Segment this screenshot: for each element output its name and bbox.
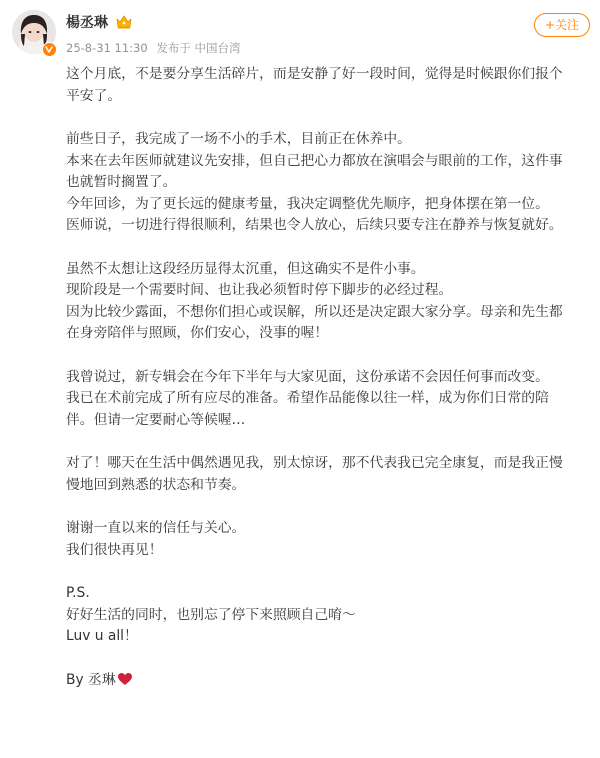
text-line: 平安了。 (66, 87, 122, 104)
text-line: 慢地回到熟悉的状态和节奏。 (66, 476, 246, 493)
text-line: 因为比较少露面，不想你们担心或误解，所以还是决定跟大家分享。母亲和先生都 (66, 303, 563, 320)
paragraph (66, 367, 594, 432)
text-line: 我们很快再见！ (66, 541, 163, 558)
post-time[interactable]: 25-8-31 11:30 (66, 41, 148, 55)
heart-icon (117, 672, 133, 686)
text-line: 谢谢一直以来的信任与关心。 (66, 520, 246, 536)
text-line: 我曾说过，新专辑会在今年下半年与大家见面，这份承诺不会因任何事而改变。 (66, 368, 549, 385)
signature-prefix: By (66, 671, 89, 688)
crown-icon (115, 14, 133, 30)
paragraph (66, 259, 594, 345)
paragraph (66, 129, 594, 237)
post-content (66, 64, 594, 691)
follow-button[interactable]: +关注 (534, 13, 590, 37)
verified-badge-icon (42, 42, 57, 57)
text-line: P.S. (66, 585, 90, 601)
text-line: 虽然不太想让这段经历显得太沉重，但这确实不是件小事。 (66, 260, 425, 277)
text-line: 这个月底，不是要分享生活碎片，而是安静了好一段时间，觉得是时候跟你们报个 (66, 66, 563, 82)
text-line: 现阶段是一个需要时间、也让我必须暂时停下脚步的必经过程。 (66, 282, 453, 298)
paragraph (66, 64, 594, 107)
paragraph (66, 453, 594, 496)
text-line: Luv u all！ (66, 628, 138, 644)
text-line: 本来在去年医师就建议先安排，但自己把心力都放在演唱会与眼前的工作，这件事 (66, 152, 563, 169)
signature-name: 丞琳 (88, 671, 116, 688)
text-line: 好好生活的同时，也别忘了停下来照顾自己唷～ (66, 606, 356, 623)
text-line: 我已在术前完成了所有应尽的准备。希望作品能像以往一样，成为你们日常的陪 (66, 390, 549, 406)
text-line: 医师说，一切进行得很顺利，结果也令人放心，后续只要专注在静养与恢复就好。 (66, 217, 563, 233)
text-line: 在身旁陪伴与照顾，你们安心，没事的喔！ (66, 325, 329, 341)
paragraph (66, 518, 594, 561)
text-line: 前些日子，我完成了一场不小的手术，目前正在休养中。 (66, 131, 411, 147)
text-line: 今年回诊，为了更长远的健康考量，我决定调整优先顺序，把身体摆在第一位。 (66, 195, 549, 212)
post-location: 发布于 中国台湾 (156, 41, 241, 55)
signature (66, 670, 594, 692)
post-meta (66, 41, 246, 55)
text-line: 伴。但请一定要耐心等候喔… (66, 411, 246, 428)
author-name[interactable]: 楊丞琳 (66, 15, 108, 31)
paragraph (66, 583, 594, 648)
text-line: 也就暂时搁置了。 (66, 174, 177, 190)
text-line: 对了！哪天在生活中偶然遇见我，别太惊讶，那不代表我已完全康复，而是我正慢 (66, 455, 563, 471)
post-header (0, 0, 600, 68)
